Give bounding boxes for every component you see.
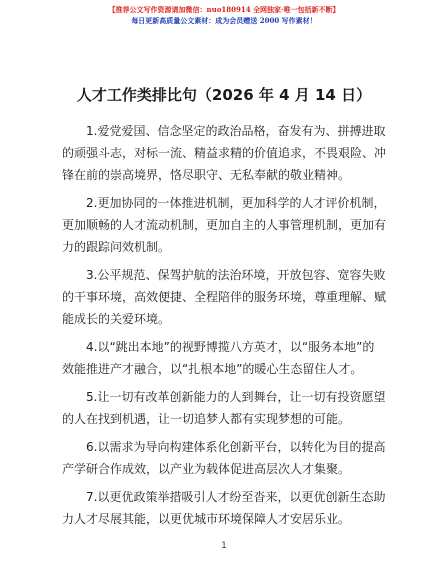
list-item: 6.以需求为导向构建体系化创新平台，以转化为目的提高产学研合作成效，以产业为载体促进高层次人才集聚。 (62, 440, 386, 476)
header-banner (0, 4, 448, 26)
list-item: 5.让一切有改革创新能力的人到舞台，让一切有投资愿望的人在找到机遇，让一切追梦人都有实现梦想的可能。 (62, 390, 386, 426)
item-list (62, 120, 386, 536)
list-item: 3.公平规范、保驾护航的法治环境，开放包容、宽容失败的干事环境，高效便捷、全程陪伴的服务环境，尊重理解、赋能成长的关爱环境。 (62, 268, 387, 326)
document-title: 人才工作类排比句（2026 年 4 月 14 日） (76, 86, 372, 104)
list-item: 1.爱党爱国、信念坚定的政治品格，奋发有为、拼搏进取的顽强斗志，对标一流、精益求精的价值追求，不畏艰险、冲锋在前的崇高境界，恪尽职守、无私奉献的敬业精神。 (62, 124, 387, 182)
banner-update-line: 每日更新高质量公文素材：成为会员赠送 2000 写作素材！ (131, 16, 317, 25)
list-item: 2.更加协同的一体推进机制，更加科学的人才评价机制，更加顺畅的人才流动机制，更加自主的人事管理机制，更加有力的跟踪问效机制。 (62, 196, 387, 254)
banner-promo-line: 【推荐公文写作资源请加微信：nuo180914 全网独家·唯一包括新不断】 (108, 5, 340, 14)
list-item: 7.以更优政策举措吸引人才纷至沓来，以更优创新生态助力人才尽展其能，以更优城市环境保障人才安居乐业。 (62, 490, 386, 526)
page-number: 1 (221, 541, 227, 551)
list-item: 4.以“跳出本地”的视野博揽八方英才，以“服务本地”的效能推进产才融合，以“扎根本地”的暖心生态留住人才。 (62, 340, 375, 376)
